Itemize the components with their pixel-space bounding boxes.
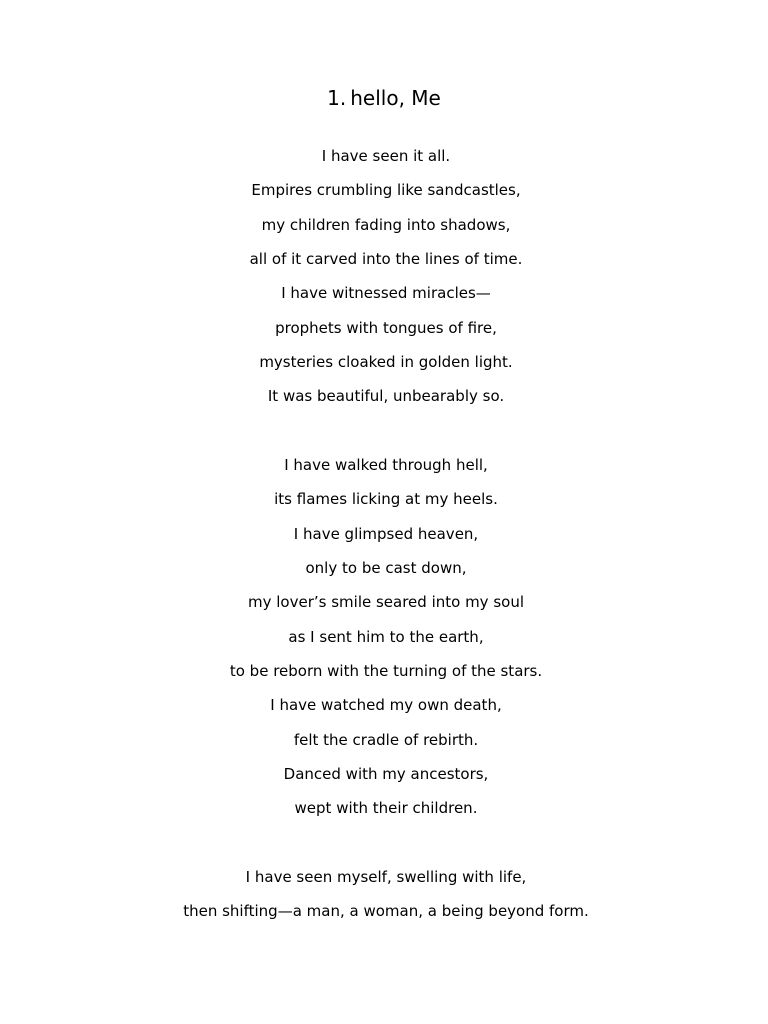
poem-body xyxy=(0,146,768,936)
poem-line: I have watched my own death, xyxy=(270,696,502,715)
poem-title xyxy=(0,86,768,110)
poem-line: then shifting—a man, a woman, a being beyond form. xyxy=(183,902,589,921)
poem-line: felt the cradle of rebirth. xyxy=(293,730,479,749)
poem-line: only to be cast down, xyxy=(305,558,467,577)
poem-line: its flames licking at my heels. xyxy=(274,490,498,509)
poem-number: 1. xyxy=(327,86,347,110)
poem-line: It was beautiful, unbearably so. xyxy=(267,387,505,406)
poem-line: Danced with my ancestors, xyxy=(283,764,489,783)
poem-title-text: hello, Me xyxy=(350,86,441,110)
poem-line: I have seen it all. xyxy=(321,147,451,165)
poem-line: all of it carved into the lines of time. xyxy=(249,249,523,268)
poem-line: as I sent him to the earth, xyxy=(288,627,484,646)
poem-line: wept with their children. xyxy=(294,799,478,818)
stanza-break xyxy=(0,833,768,867)
poem-line: Empires crumbling like sandcastles, xyxy=(251,181,521,200)
poem-line: my lover’s smile seared into my soul xyxy=(248,593,524,612)
poem-line: I have glimpsed heaven, xyxy=(293,524,479,543)
poem-line: to be reborn with the turning of the stars. xyxy=(229,661,543,680)
poem-line: I have seen myself, swelling with life, xyxy=(245,867,527,886)
poem-line: prophets with tongues of fire, xyxy=(275,318,497,337)
poem-line: my children fading into shadows, xyxy=(261,215,511,234)
poem-line: mysteries cloaked in golden light. xyxy=(259,352,513,371)
stanza-break xyxy=(0,421,768,455)
poem-line: I have walked through hell, xyxy=(284,455,488,474)
poem-line: I have witnessed miracles— xyxy=(281,284,491,303)
